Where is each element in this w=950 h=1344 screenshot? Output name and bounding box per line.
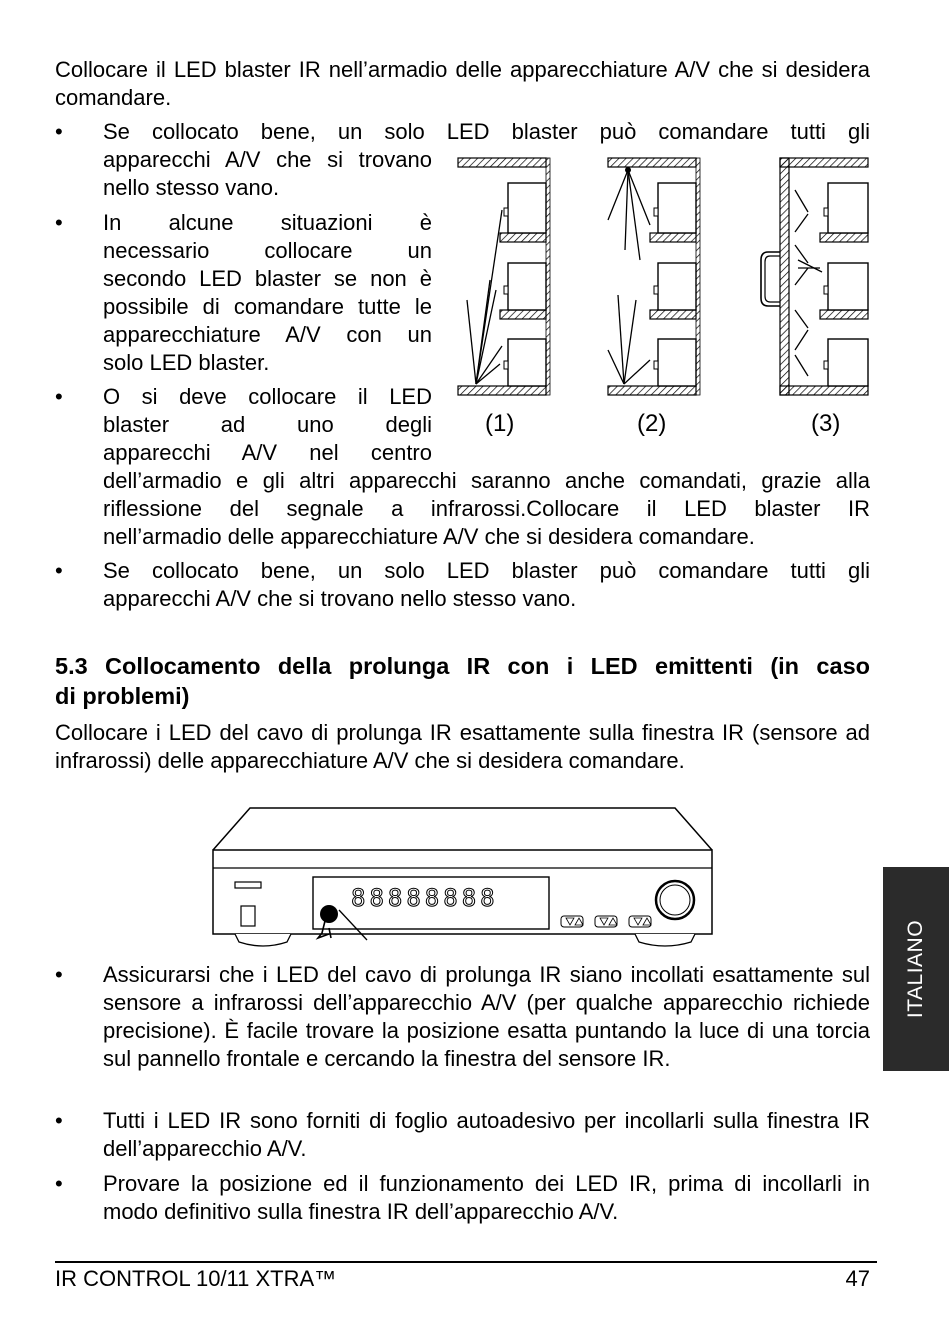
language-tab-label: ITALIANO (904, 919, 927, 1019)
device-display: 88888888 (351, 884, 499, 912)
cabinet-1 (458, 158, 550, 395)
bullet-top-1: Se collocato bene, un solo LED blaster può comandare tutti gli apparecchi A/V che si trovano nello stesso vano. (103, 119, 870, 200)
intro-paragraph: Collocare il LED blaster IR nell’armadio delle apparecchiature A/V che si desidera comandare. (55, 57, 870, 110)
bullet-bottom-1: Assicurarsi che i LED del cavo di prolunga IR siano incollati esattamente sul sensore a infrarossi dell’apparecchio A/V (per qualche apparecchio richiede precisione). È facile trovare la posizione esatta puntando la luce di una torcia sul pannello frontale e cercando la finestra del sensore IR. (103, 962, 870, 1071)
device-button (561, 916, 651, 927)
bullet-marker: • (55, 1171, 63, 1196)
av-device-drawing (205, 800, 725, 960)
bullet-bottom-2: Tutti i LED IR sono forniti di foglio autoadesivo per incollarli sulla finestra IR dell’apparecchio A/V. (103, 1108, 870, 1161)
bullet-marker: • (55, 384, 63, 409)
bullet-marker: • (55, 119, 63, 144)
bullet-top-4: Se collocato bene, un solo LED blaster può comandare tutti gli apparecchi A/V che si trovano nello stesso vano. (103, 558, 870, 611)
bullet-marker: • (55, 558, 63, 583)
language-side-tab (883, 867, 949, 1071)
bullet-top-2: In alcune situazioni è necessario collocare un secondo LED blaster se non è possibile di comandare tutte le apparecchiature A/V con un solo LED blaster. (103, 210, 432, 375)
bullet-marker: • (55, 962, 63, 987)
figure-label-1: (1) (485, 410, 515, 437)
figure-label-3: (3) (811, 410, 841, 437)
ir-led-emitter (320, 905, 338, 923)
section-heading: 5.3 Collocamento della prolunga IR con i LED emittenti (in caso di problemi) (55, 653, 870, 709)
cabinet-diagram (450, 150, 880, 405)
figure-label-2: (2) (637, 410, 667, 437)
cabinet-3 (761, 158, 868, 395)
footer-product-name: IR CONTROL 10/11 XTRA™ (55, 1266, 337, 1291)
footer-rule (55, 1261, 877, 1263)
bullet-marker: • (55, 1108, 63, 1133)
bullet-bottom-3: Provare la posizione ed il funzionamento dei LED IR, prima di incollarli in modo definitivo sulla finestra IR dell’apparecchio A/V. (103, 1171, 870, 1224)
section-paragraph: Collocare i LED del cavo di prolunga IR esattamente sulla finestra IR (sensore ad infrarossi) delle apparecchiature A/V che si desidera comandare. (55, 720, 870, 773)
bullet-top-3: O si deve collocare il LED blaster ad uno degli apparecchi A/V nel centro dell’armadio e gli altri apparecchi saranno anche comandati, grazie alla riflessione del segnale a infrarossi.Collocare il LED blaster IR nell’armadio delle apparecchiature A/V che si desidera comandare. (103, 384, 870, 549)
bullet-marker: • (55, 210, 63, 235)
page-number: 47 (845, 1266, 870, 1291)
cabinet-2 (608, 158, 700, 395)
device-knob (656, 881, 694, 919)
